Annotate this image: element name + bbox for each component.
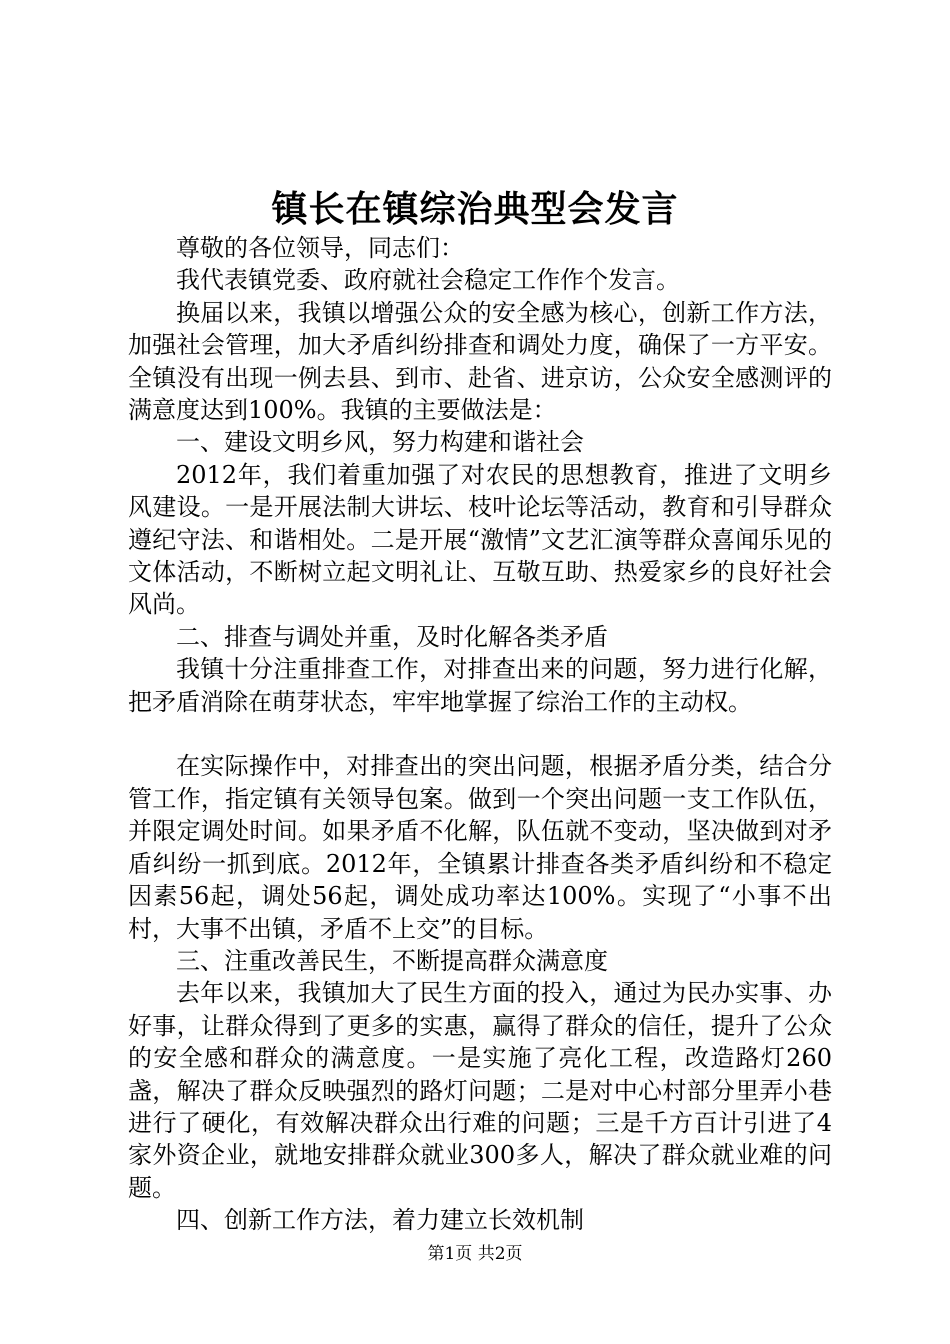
overview-paragraph: 换届以来，我镇以增强公众的安全感为核心，创新工作方法，加强社会管理，加大矛盾纠纷排查和调处力度，确保了一方平安。全镇没有出现一例去县、到市、赴省、进京访，公众安全感测评的满意度达到100%。我镇的主要做法是： <box>128 298 832 425</box>
section-2-paragraph-2: 在实际操作中，对排查出的突出问题，根据矛盾分类，结合分管工作，指定镇有关领导包案。做到一个突出问题一支工作队伍，并限定调处时间。如果矛盾不化解，队伍就不变动，坚决做到对矛盾纠纷一抓到底。2012年，全镇累计排查各类矛盾纠纷和不稳定因素56起，调处56起，调处成功率达100%。实现了“小事不出村，大事不出镇，矛盾不上交”的目标。 <box>128 752 832 943</box>
section-3-paragraph: 去年以来，我镇加大了民生方面的投入，通过为民办实事、办好事，让群众得到了更多的实惠，赢得了群众的信任，提升了公众的安全感和群众的满意度。一是实施了亮化工程，改造路灯260盏，解决了群众反映强烈的路灯问题；二是对中心村部分里弄小巷进行了硬化，有效解决群众出行难的问题；三是千方百计引进了4家外资企业，就地安排群众就业300多人，解决了群众就业难的问题。 <box>128 979 832 1202</box>
page-footer: 第1页 共2页 <box>427 1244 523 1264</box>
document-body <box>128 232 832 1237</box>
intro-paragraph: 我代表镇党委、政府就社会稳定工作作个发言。 <box>176 266 680 295</box>
section-heading-1: 一、建设文明乡风，努力构建和谐社会 <box>176 428 584 457</box>
section-heading-2: 二、排查与调处并重，及时化解各类矛盾 <box>176 622 608 651</box>
section-heading-3: 三、注重改善民生，不断提高群众满意度 <box>176 946 608 975</box>
section-heading-4: 四、创新工作方法，着力建立长效机制 <box>176 1206 584 1235</box>
section-1-paragraph: 2012年，我们着重加强了对农民的思想教育，推进了文明乡风建设。一是开展法制大讲坛、枝叶论坛等活动，教育和引导群众遵纪守法、和谐相处。二是开展“激情”文艺汇演等群众喜闻乐见的文体活动，不断树立起文明礼让、互敬互助、热爱家乡的良好社会风尚。 <box>128 460 832 619</box>
section-2-paragraph-1: 我镇十分注重排查工作，对排查出来的问题，努力进行化解，把矛盾消除在萌芽状态，牢牢地掌握了综治工作的主动权。 <box>128 655 832 716</box>
salutation-paragraph: 尊敬的各位领导，同志们： <box>176 234 464 262</box>
document-title: 镇长在镇综治典型会发言 <box>271 188 679 230</box>
